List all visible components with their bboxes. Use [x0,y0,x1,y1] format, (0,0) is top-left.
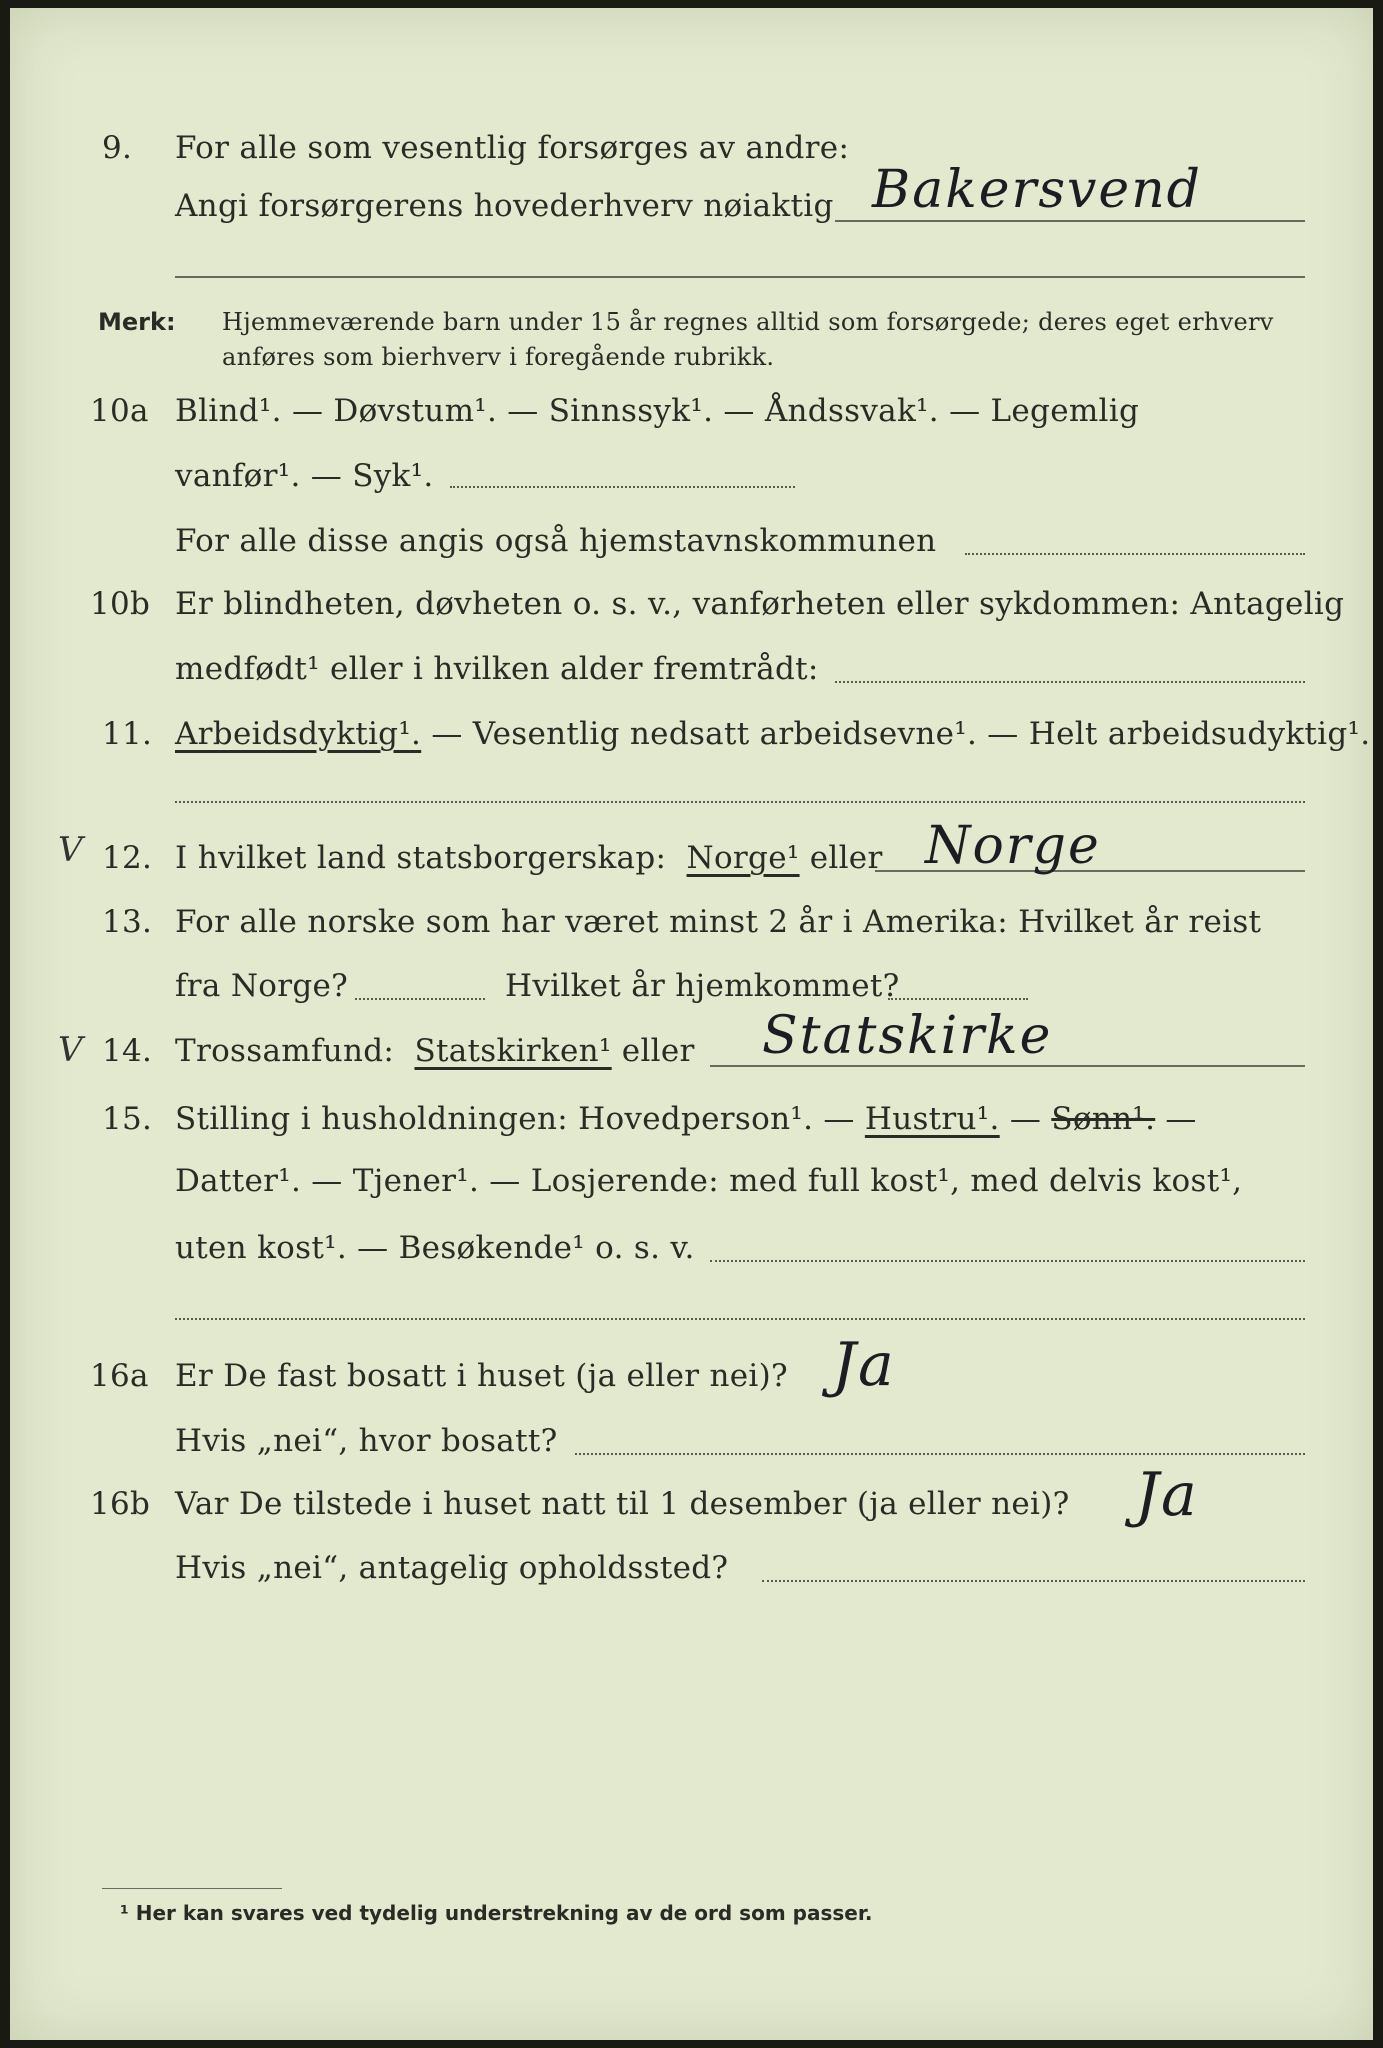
q11-rest: — Vesentlig nedsatt arbeidsevne¹. — Helt arbeidsudyktig¹. [421,716,1371,752]
q16b-text1: Var De tilstede i huset natt til 1 desember (ja eller nei)? [175,1486,1070,1522]
footnote: ¹ Her kan svares ved tydelig understrekning av de ord som passer. [120,1901,873,1925]
q11-option-arbeidsdyktig: Arbeidsdyktig¹. [175,716,422,752]
q9-extra-line [175,276,1305,278]
q14-answer: Statskirke [762,1006,1053,1066]
q16a-text2: Hvis „nei“, hvor bosatt? [175,1423,558,1459]
q16a-answer: Ja [832,1330,896,1400]
q16b-answer: Ja [1135,1460,1199,1530]
q10a-number: 10a [90,393,149,429]
q10a-kommune-line [965,553,1305,555]
q10a-syk-line [450,486,795,488]
q10a-text1: Blind¹. — Døvstum¹. — Sinnssyk¹. — Åndssvak¹. — Legemlig [175,393,1140,429]
q16b-text2: Hvis „nei“, antagelig opholdssted? [175,1550,729,1586]
merk-text1: Hjemmeværende barn under 15 år regnes alltid som forsørgede; deres eget erhverv [222,308,1274,336]
q15-extra-line [175,1318,1305,1320]
q12-question: I hvilket land statsborgerskap: [175,840,667,876]
q15-option-hustru: Hustru¹. [864,1101,1000,1137]
q12-option-norge: Norge¹ [686,840,800,876]
q10b-text1: Er blindheten, døvheten o. s. v., vanførheten eller sykdommen: Antagelig [175,586,1345,622]
q12-text [175,840,883,876]
q16a-text1: Er De fast bosatt i huset (ja eller nei)? [175,1358,788,1394]
q13-text1: For alle norske som har været minst 2 år i Amerika: Hvilket år reist [175,904,1262,940]
q10b-number: 10b [90,586,151,622]
q9-number: 9. [102,130,133,166]
q15-answer-line [710,1260,1305,1262]
q12-answer: Norge [925,816,1101,876]
q15-text1b: — [999,1101,1052,1137]
q13-hjemkommet-line [888,998,1028,1000]
q15-text3: uten kost¹. — Besøkende¹ o. s. v. [175,1230,695,1266]
q10b-text2: medfødt¹ eller i hvilken alder fremtrådt: [175,651,819,687]
q16b-opholdssted-line [762,1580,1305,1582]
q15-option-sonn: Sønn¹. [1051,1101,1156,1137]
q9-answer: Bakersvend [872,160,1202,220]
q13-reist-line [355,998,485,1000]
q16b-number: 16b [90,1486,151,1522]
q15-text1c: — [1155,1101,1197,1137]
q14-tail: eller [611,1033,695,1069]
census-form-page [10,8,1373,2040]
q13-text2a: fra Norge? [175,968,349,1004]
q9-answer-line [835,220,1305,222]
q16a-bosatt-line [575,1453,1305,1455]
q11-number: 11. [102,716,153,752]
q10b-answer-line [835,681,1305,683]
footnote-rule [102,1888,282,1889]
q14-checkmark: V [58,1030,83,1070]
q14-text [175,1033,695,1069]
q15-text1a: Stilling i husholdningen: Hovedperson¹. — [175,1101,865,1137]
q12-tail: eller [799,840,883,876]
q11-extra-line [175,801,1305,803]
q9-text1: For alle som vesentlig forsørges av andre: [175,130,850,166]
q14-number: 14. [102,1033,153,1069]
q11-text [175,716,1370,752]
q13-text2b: Hvilket år hjemkommet? [505,968,900,1004]
q10a-text2: vanfør¹. — Syk¹. [175,458,434,494]
q15-number: 15. [102,1101,153,1137]
q9-text2: Angi forsørgerens hovederhverv nøiaktig [175,188,834,224]
q15-text2: Datter¹. — Tjener¹. — Losjerende: med full kost¹, med delvis kost¹, [175,1163,1243,1199]
merk-text2: anføres som bierhverv i foregående rubrikk. [222,343,775,371]
q16a-number: 16a [90,1358,149,1394]
q12-number: 12. [102,840,153,876]
q14-option-statskirken: Statskirken¹ [414,1033,612,1069]
merk-label: Merk: [98,308,176,336]
q13-number: 13. [102,904,153,940]
q10a-text3: For alle disse angis også hjemstavnskommunen [175,523,937,559]
q14-question: Trossamfund: [175,1033,395,1069]
q15-text1 [175,1101,1197,1137]
q12-checkmark: V [58,830,83,870]
